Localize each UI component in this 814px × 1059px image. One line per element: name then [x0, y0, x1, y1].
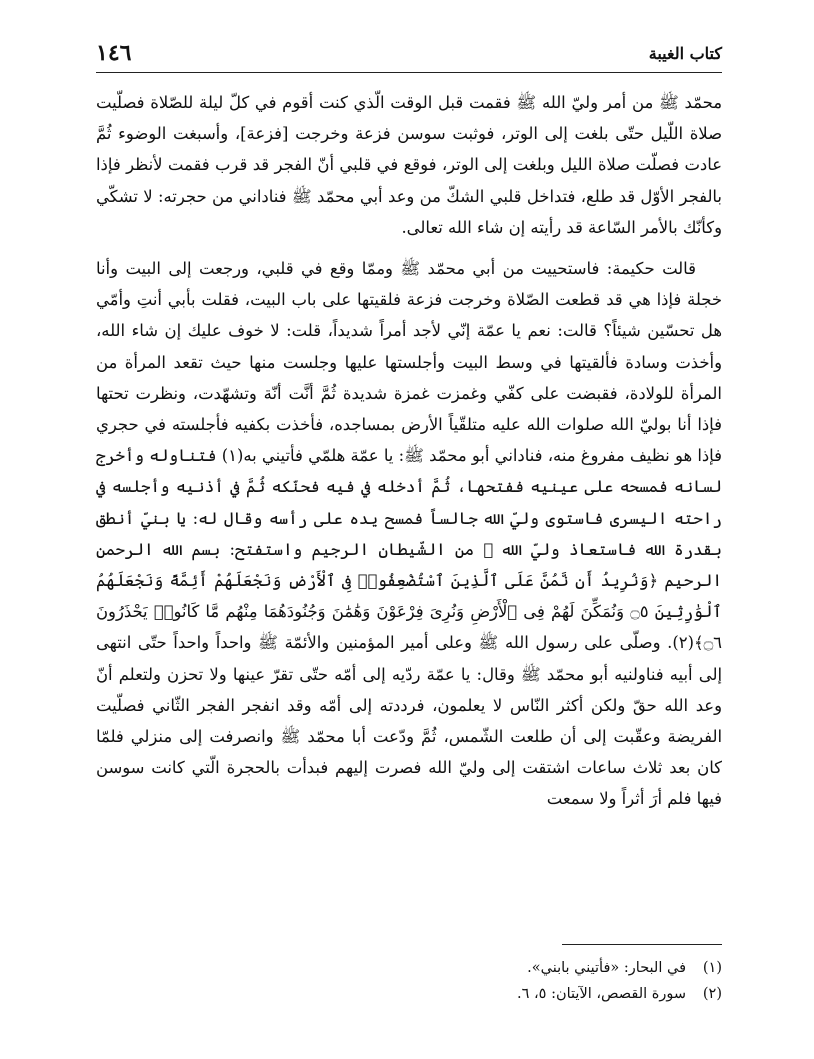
book-title: كتاب الغيبة [648, 44, 722, 63]
paragraph-2: قالت حكيمة: فاستحييت من أبي محمّد ﷺ وممّا وقع في قلبي، ورجعت إلى البيت وأنا خجلة فإذا هي قد قطعت الصّلاة وخرجت فزعة فلقيتها على باب البيت، فقلت بأبي أنتِ وأمّي هل تحسّين شيئاً؟ قالت: نعم يا عمّة إنّي لأجد أمراً شديداً، قلت: لا خوف عليك إن شاء الله، وأخذت وسادة فألقيتها في وسط البيت وأجلستها عليها وجلست منها حيث تقعد المرأة من المرأة للولادة، فقبضت على كفّي وغمزت غمزة شديدة ثُمَّ أنَّت أنّة وتشهّدت، ونظرت تحتها فإذا أنا بوليّ الله صلوات الله عليه متلقّياً الأرض بمساجده، فأخذت بكفيه فأجلسته في حجري فإذا هو نظيف مفروغ منه، فناداني أبو محمّد ﷺ: يا عمّة هلمّي فأتيني به(١) فتناوله وأخرج لسانه فمسحه على عينيه ففتحها، ثُمَّ أدخله في فيه فحنّكه ثُمَّ في أذنيه وأجلسه في راحته اليسرى فاستوى وليّ الله جالساً فمسح يده على رأسه وقال له: يا بنيّ أنطق بقدرة الله فاستعاذ وليّ الله ﷺ من الشّيطان الرجيم واستفتح: بسم الله الرحمن الرحيم ﴿وَنُرِيدُ أَن نَّمُنَّ عَلَى ٱلَّذِينَ ٱسْتُضْعِفُوا۟ فِى ٱلْأَرْضِ وَنَجْعَلَهُمْ أَئِمَّةً وَنَجْعَلَهُمُ ٱلْوَٰرِثِينَ ۝٥ وَنُمَكِّنَ لَهُمْ فِى ٱلْأَرْضِ وَنُرِىَ فِرْعَوْنَ وَهَٰمَٰنَ وَجُنُودَهُمَا مِنْهُم مَّا كَانُوا۟ يَحْذَرُونَ ۝٦﴾(٢). وصلّى على رسول الله ﷺ وعلى أمير المؤمنين والأئمّة ﷺ واحداً واحداً حتّى انتهى إلى أبيه فناولنيه أبو محمّد ﷺ وقال: يا عمّة ردّيه إلى أمّه حتّى تقرّ عينها ولا تحزن ولتعلم أنّ وعد الله حقّ ولكن أكثر النّاس لا يعلمون، فرددته إلى أمّه وقد انفجر الفجر الثّاني فصلّيت الفريضة وعقّبت إلى أن طلعت الشّمس، ثُمَّ ودّعت أبا محمّد ﷺ وانصرفت إلى منزلي فلمّا كان بعد ثلاث ساعات اشتقت إلى وليّ الله فصرت إليهم فبدأت بالحجرة الّتي كانت سوسن فيها فلم أرَ أثراً ولا سمعت [96, 259, 723, 809]
page-number: ١٤٦ [96, 40, 132, 66]
footnote-number: (١) [702, 960, 722, 976]
footnote-1 [96, 955, 722, 981]
body-text [96, 87, 722, 815]
footnote-text: في البحار: «فأتيني بابني». [527, 960, 686, 976]
footnotes [96, 944, 722, 1007]
footnote-2 [96, 981, 722, 1007]
book-page [96, 38, 722, 1028]
page-header [96, 38, 722, 73]
paragraph-1: محمّد ﷺ من أمر وليّ الله ﷺ فقمت قبل الوقت الّذي كنت أقوم في كلّ ليلة للصّلاة فصلّيت صلاة اللّيل حتّى بلغت إلى الوتر، فوثبت سوسن فزعة وخرجت [فزعة]، وأسبغت الوضوء ثُمَّ عادت فصلّت صلاة الليل وبلغت إلى الوتر، فوقع في قلبي أنّ الفجر قد قرب فقمت لأنظر فإذا بالفجر الأوّل قد طلع، فتداخل قلبي الشكّ من وعد أبي محمّد ﷺ فناداني من حجرته: لا تشكّي وكأنّك بالأمر السّاعة قد رأيته إن شاء الله تعالى. [96, 93, 722, 237]
footnote-number: (٢) [702, 986, 722, 1002]
footnote-text: سورة القصص، الآيتان: ٥، ٦. [516, 986, 686, 1002]
footnote-divider [562, 944, 722, 945]
